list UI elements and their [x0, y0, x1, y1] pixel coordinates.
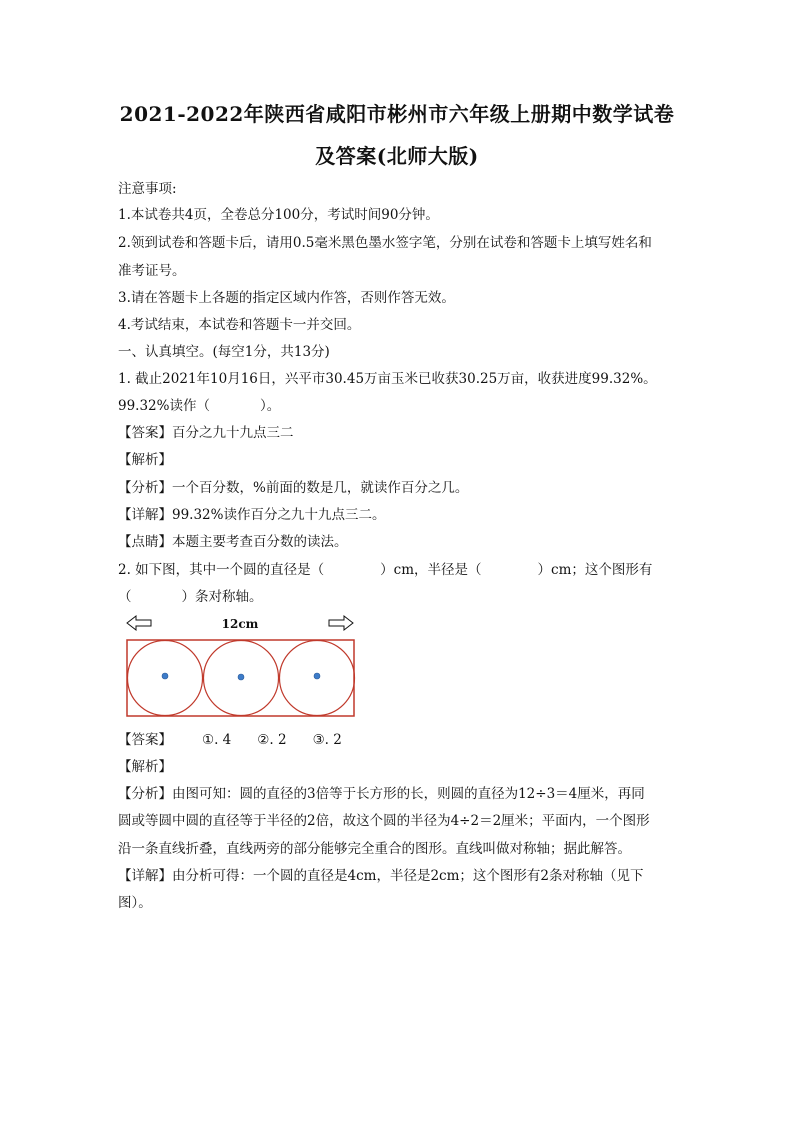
notice-4: 4.考试结束，本试卷和答题卡一并交回。 — [118, 317, 361, 333]
section-heading: 一、认真填空。(每空1分，共13分) — [118, 344, 330, 360]
left-arrow-icon — [127, 616, 151, 630]
notice-heading: 注意事项: — [118, 181, 177, 197]
q2-text-d: （ — [118, 589, 132, 605]
q2-text-a: 2. 如下图，其中一个圆的直径是（ — [118, 562, 325, 578]
circles-figure-svg — [124, 614, 359, 719]
q1-dianjing: 【点睛】本题主要考查百分数的读法。 — [118, 534, 348, 550]
q1-fenxi: 【分析】一个百分数，%前面的数是几，就读作百分之几。 — [118, 480, 469, 496]
q2-answer-label: 【答案】 — [118, 732, 172, 748]
q1-text-b: ）。 — [259, 398, 281, 414]
q2-answer-1: ①. 4 — [202, 732, 232, 748]
q2-fenxi-1: 【分析】由图可知：圆的直径的3倍等于长方形的长，则圆的直径为12÷3＝4厘米，再同 — [118, 786, 645, 802]
q2-text-b: ）cm，半径是（ — [380, 562, 482, 578]
notice-3: 3.请在答题卡上各题的指定区域内作答，否则作答无效。 — [118, 290, 455, 306]
center-dot-1 — [162, 673, 168, 679]
q2-xiangjie-1: 【详解】由分析可得：一个圆的直径是4cm，半径是2cm；这个图形有2条对称轴（见下 — [118, 868, 644, 884]
figure-length-label: 12cm — [221, 617, 259, 631]
right-arrow-icon — [329, 616, 353, 630]
center-dot-2 — [238, 674, 244, 680]
notice-2-cont: 准考证号。 — [118, 263, 186, 279]
circles-figure — [124, 614, 359, 723]
q1-xiangjie: 【详解】99.32%读作百分之九十九点三二。 — [118, 507, 386, 523]
document-title-line-1: 2021-2022年陕西省咸阳市彬州市六年级上册期中数学试卷 — [119, 102, 675, 126]
q1-answer: 【答案】百分之九十九点三二 — [118, 425, 294, 441]
q1-text-a: 99.32%读作（ — [118, 398, 210, 414]
q2-jiexi: 【解析】 — [118, 759, 172, 775]
notice-1: 1.本试卷共4页，全卷总分100分，考试时间90分钟。 — [118, 207, 439, 223]
q2-fenxi-3: 沿一条直线折叠，直线两旁的部分能够完全重合的图形。直线叫做对称轴；据此解答。 — [118, 841, 631, 857]
notice-2: 2.领到试卷和答题卡后，请用0.5毫米黑色墨水签字笔，分别在试卷和答题卡上填写姓名和 — [118, 235, 652, 251]
q2-fenxi-2: 圆或等圆中圆的直径等于半径的2倍，故这个圆的半径为4÷2＝2厘米；平面内，一个图形 — [118, 813, 650, 829]
center-dot-3 — [314, 673, 320, 679]
q2-line-2 — [118, 588, 263, 606]
q1-line-2 — [118, 397, 280, 415]
q1-jiexi: 【解析】 — [118, 452, 172, 468]
q1-line-1: 1. 截止2021年10月16日，兴平市30.45万亩玉米已收获30.25万亩，收获进度99.32%。 — [118, 371, 657, 387]
q2-line-1 — [118, 561, 652, 579]
q2-answer-3: ③. 2 — [312, 732, 342, 748]
document-title-line-2: 及答案(北师大版) — [315, 144, 479, 168]
q2-answer-2: ②. 2 — [257, 732, 287, 748]
q2-answer-line — [118, 731, 342, 749]
q2-xiangjie-2: 图）。 — [118, 895, 152, 911]
q2-text-e: ）条对称轴。 — [181, 589, 263, 605]
q2-text-c: ）cm；这个图形有 — [537, 562, 653, 578]
